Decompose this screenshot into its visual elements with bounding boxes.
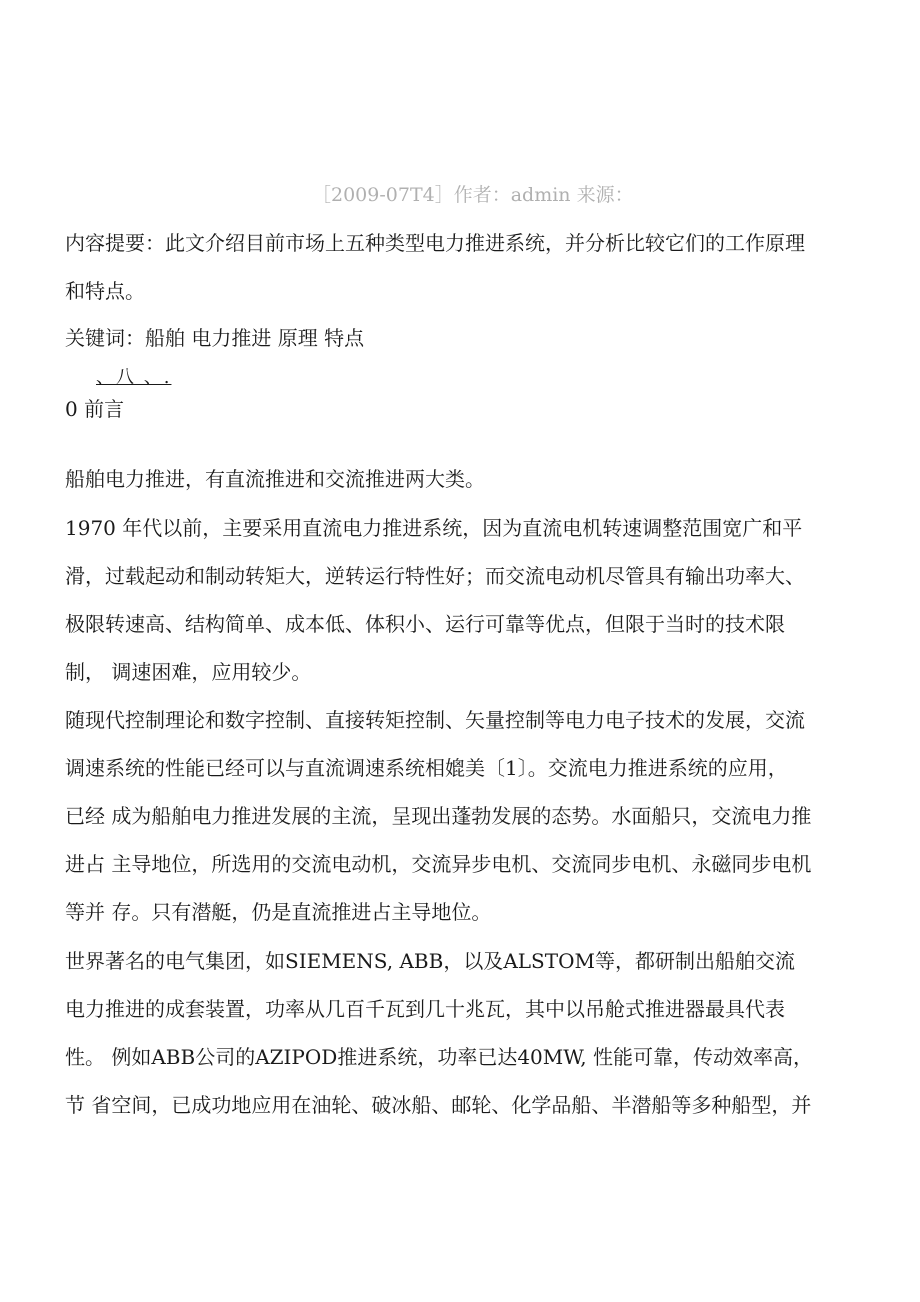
abstract-line-1: 内容提要：此文介绍目前市场上五种类型电力推进系统，并分析比较它们的工作原理 (65, 231, 805, 255)
abstract-line-2: 和特点。 (65, 279, 145, 303)
stray-marks: 、八 、. (96, 367, 172, 388)
paragraph-3-line-5: 等并 存。只有潜艇，仍是直流推进占主导地位。 (65, 900, 492, 924)
article-meta: ［2009-07T4］作者：admin 来源： (312, 184, 634, 206)
keywords: 关键词：船舶 电力推进 原理 特点 (65, 326, 365, 350)
paragraph-3-line-4: 进占 主导地位，所选用的交流电动机，交流异步电机、交流同步电机、永磁同步电机 (65, 852, 812, 876)
paragraph-3-line-2: 调速系统的性能已经可以与直流调速系统相媲美〔1〕。交流电力推进系统的应用， (65, 756, 788, 780)
paragraph-4-line-3: 性。 例如ABB公司的AZIPOD推进系统，功率已达40MW, 性能可靠，传动效率高， (65, 1045, 814, 1069)
section-title: 0 前言 (65, 397, 125, 421)
paragraph-2-line-3: 极限转速高、结构简单、成本低、体积小、运行可靠等优点，但限于当时的技术限 (65, 612, 785, 636)
paragraph-2-line-1: 1970 年代以前，主要采用直流电力推进系统，因为直流电机转速调整范围宽广和平 (65, 516, 803, 540)
paragraph-3-line-3: 已经 成为船舶电力推进发展的主流，呈现出蓬勃发展的态势。水面船只，交流电力推 (65, 804, 812, 828)
paragraph-2-line-4: 制， 调速困难，应用较少。 (65, 660, 312, 684)
paragraph-4-line-4: 节 省空间，已成功地应用在油轮、破冰船、邮轮、化学品船、半潜船等多种船型，并 (65, 1093, 812, 1117)
paragraph-1-line-1: 船舶电力推进，有直流推进和交流推进两大类。 (65, 467, 485, 491)
paragraph-4-line-1: 世界著名的电气集团，如SIEMENS, ABB，以及ALSTOM等，都研制出船舶交流 (65, 949, 795, 973)
paragraph-4-line-2: 电力推进的成套装置，功率从几百千瓦到几十兆瓦，其中以吊舱式推进器最具代表 (65, 997, 785, 1021)
paragraph-2-line-2: 滑，过载起动和制动转矩大，逆转运行特性好；而交流电动机尽管具有输出功率大、 (65, 564, 805, 588)
paragraph-3-line-1: 随现代控制理论和数字控制、直接转矩控制、矢量控制等电力电子技术的发展，交流 (65, 708, 805, 732)
